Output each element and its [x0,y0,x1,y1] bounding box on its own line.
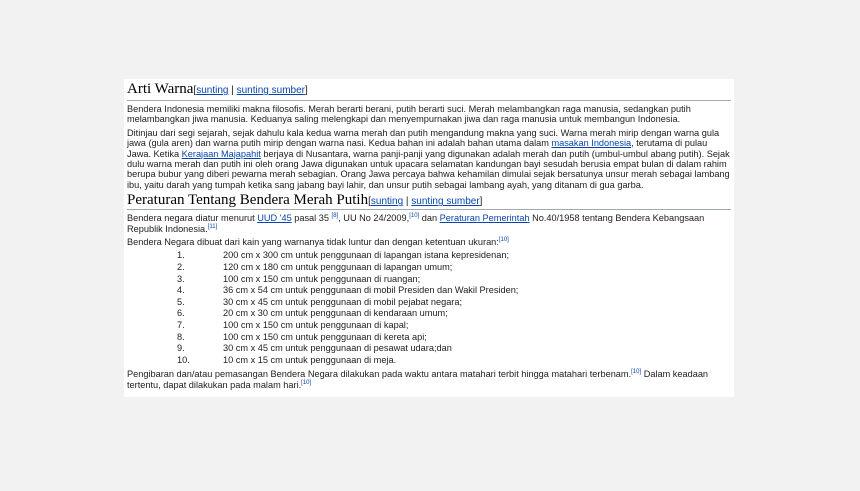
edit-source-link[interactable]: sunting sumber [236,85,305,96]
list-number: 10. [177,354,190,365]
list-item [127,332,731,344]
list-number: 7. [177,320,185,331]
edit-link[interactable]: sunting [196,85,229,96]
list-text: 36 cm x 54 cm untuk penggunaan di mobil Presiden dan Wakil Presiden; [223,285,519,296]
reference-link[interactable]: [10] [498,237,509,243]
paragraph-sejarah: Ditinjau dari segi sejarah, sejak dahulu kala kedua warna merah dan putih mengandung makna yang suci. Warna merah mirip dengan warna gula jawa (gula aren) dan warna putih mirip dengan warna nasi. Kedua bahan ini adalah bahan utama dalam masakan Indonesia, terutama di pulau Jawa. Ketika Kerajaan Majapahit berjaya di Nusantara, warna panji-panji yang digunakan adalah merah dan putih (umbul-umbul abang putih). Sejak dulu warna merah dan putih ini oleh orang Jawa digunakan untuk upacara selamatan kandungan bayi sesudah berusia empat bulan di dalam rahim berupa bubur yang diberi pewarna merah sebagian. Orang Jawa percaya bahwa kehamilan dimulai sejak bersatunya unsur merah sebagai lambang ibu, yaitu darah yang tumpah ketika sang jabang bayi lahir, dan unsur putih sebagai lambang ayah, yang ditanam di gua garba. [127,127,730,190]
list-item [127,250,731,262]
list-number: 2. [177,262,185,273]
edit-source-link[interactable]: sunting sumber [411,196,480,208]
link-peraturan-pemerintah[interactable]: Peraturan Pemerintah [439,213,530,224]
article-page [124,79,734,397]
paragraph-dasar-hukum: Bendera negara diatur menurut UUD '45 pasal 35 [8], UU No 24/2009,[10] dan Peraturan Pemerintah No.40/1958 tentang Bendera Kebangsaan Republik Indonesia.[11] [127,213,705,234]
section-title: Peraturan Tentang Bendera Merah Putih [127,192,369,209]
link-uud-45[interactable]: UUD '45 [257,213,292,224]
section-heading-peraturan [127,194,731,210]
list-item [127,262,731,274]
list-number: 4. [177,285,185,296]
reference-link[interactable]: [10] [631,369,642,376]
section-heading-arti-warna [127,81,731,101]
reference-link[interactable]: [10] [409,213,420,220]
list-text: 200 cm x 300 cm untuk penggunaan di lapangan istana kepresidenan; [223,250,510,261]
list-item [127,274,731,286]
link-kerajaan-majapahit[interactable]: Kerajaan Majapahit [181,148,261,159]
list-text: 120 cm x 180 cm untuk penggunaan di lapangan umum; [223,262,453,273]
list-number: 1. [177,250,185,261]
list-text: 10 cm x 15 cm untuk penggunaan di meja. [223,354,397,365]
paragraph-pengibaran: Pengibaran dan/atau pemasangan Bendera Negara dilakukan pada waktu antara matahari terbit hingga matahari terbenam.[10] Dalam keadaan tertentu, dapat dilakukan pada malam hari.[10] [127,369,709,390]
article-content [127,81,731,393]
reference-link[interactable]: [10] [301,379,312,386]
list-text: 100 cm x 150 cm untuk penggunaan di kapal; [223,320,409,331]
list-item [127,355,731,367]
list-number: 3. [177,273,185,284]
list-text: 100 cm x 150 cm untuk penggunaan di ruangan; [223,273,421,284]
list-text: 30 cm x 45 cm untuk penggunaan di pesawat udara;dan [223,343,452,354]
edit-section-links: [sunting | sunting sumber] [193,85,308,96]
reference-link[interactable]: [11] [207,223,218,230]
size-list [127,250,731,366]
list-number: 9. [177,343,185,354]
edit-section-links: [sunting | sunting sumber] [368,196,483,208]
list-item [127,320,731,332]
link-masakan-indonesia[interactable]: masakan Indonesia [551,138,632,149]
paragraph-ukuran: Bendera Negara dibuat dari kain yang warnanya tidak luntur dan dengan ketentuan ukuran:[10] [127,237,509,248]
list-text: 20 cm x 30 cm untuk penggunaan di kendaraan umum; [223,308,448,319]
reference-link[interactable]: [8] [331,213,339,220]
list-text: 30 cm x 45 cm untuk penggunaan di mobil pejabat negara; [223,296,463,307]
section-title: Arti Warna [127,81,194,97]
edit-link[interactable]: sunting [370,196,404,208]
list-item [127,297,731,309]
list-item [127,308,731,320]
list-item [127,285,731,297]
paragraph-makna: Bendera Indonesia memiliki makna filosofis. Merah berarti berani, putih berarti suci. Merah melambangkan raga manusia, sedangkan putih melambangkan jiwa manusia. Keduanya saling melengkapi dan menyempurnakan jiwa dan raga manusia untuk membangun Indonesia. [127,104,691,125]
list-number: 6. [177,308,185,319]
list-text: 100 cm x 150 cm untuk penggunaan di kereta api; [223,331,427,342]
list-number: 8. [177,331,185,342]
list-item [127,343,731,355]
list-number: 5. [177,296,185,307]
